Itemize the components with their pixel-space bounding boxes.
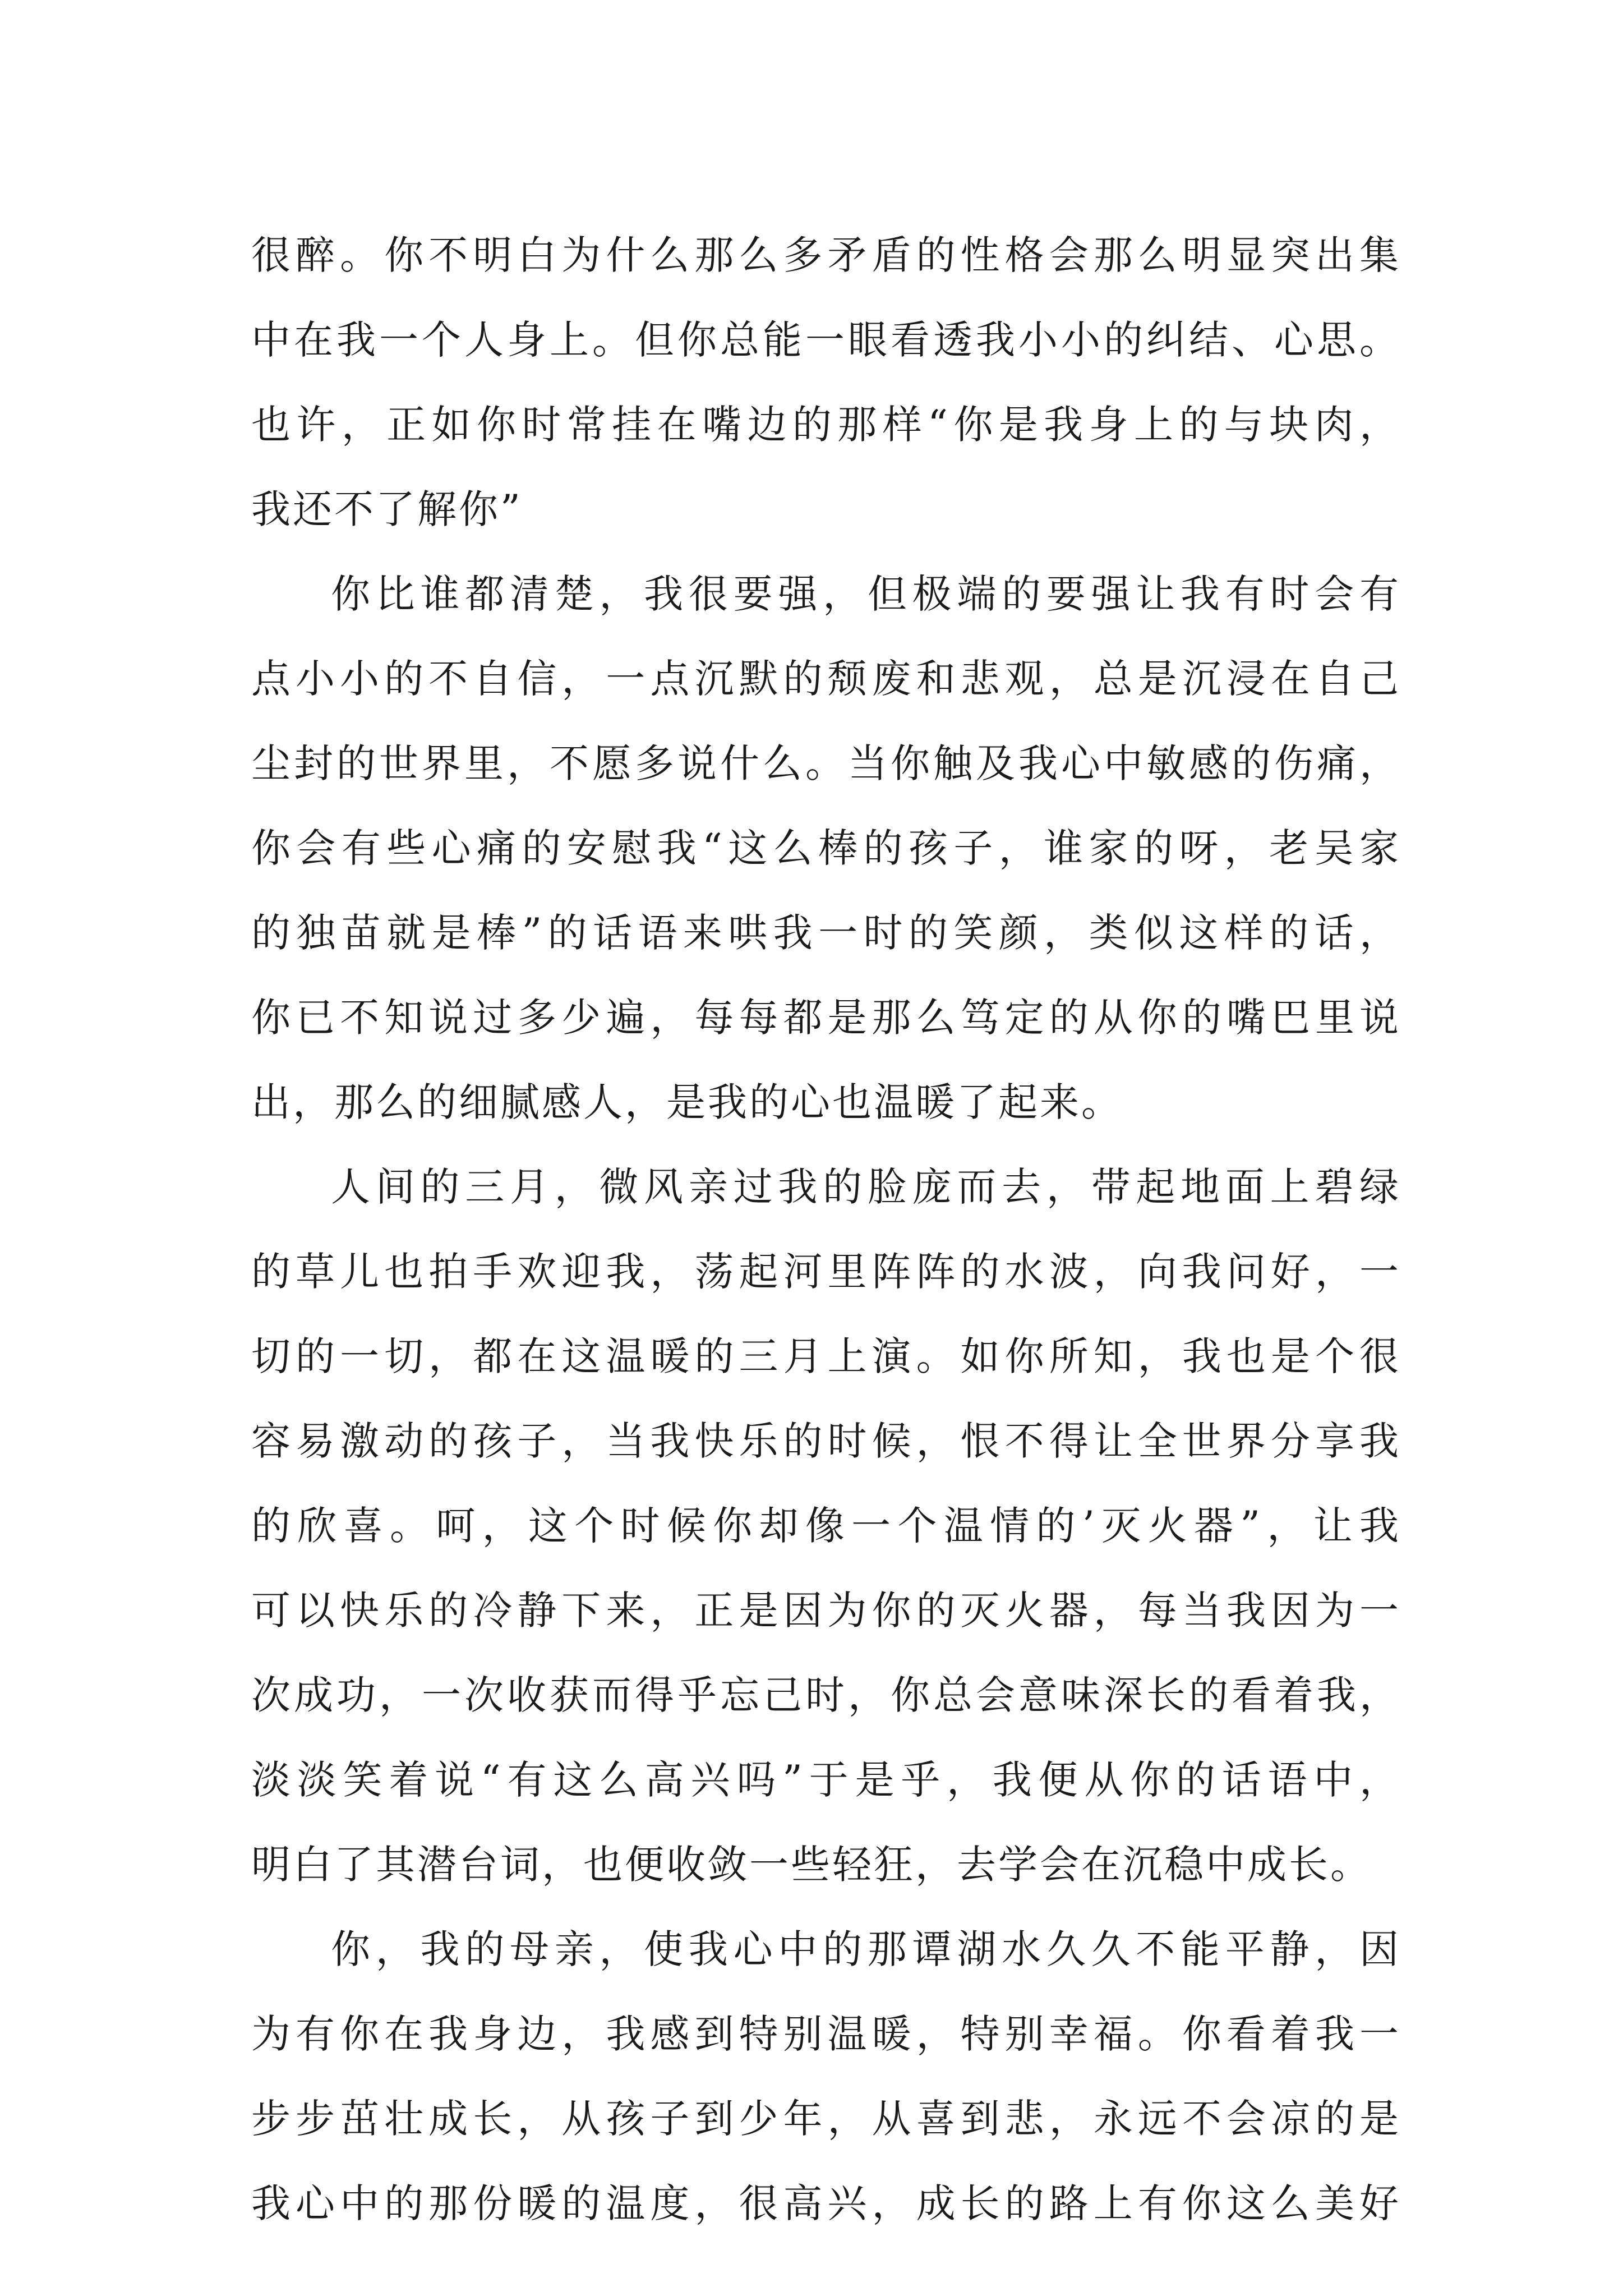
text-line: 你已不知说过多少遍，每每都是那么笃定的从你的嘴巴里说 [251, 995, 1401, 1041]
text-line: 容易激动的孩子，当我快乐的时候，恨不得让全世界分享我 [251, 1418, 1401, 1464]
text-line: 步步茁壮成长，从孩子到少年，从喜到悲，永远不会凉的是 [251, 2096, 1401, 2142]
text-line: 明白了其潜台词，也便收敛一些轻狂，去学会在沉稳中成长。 [251, 1842, 1372, 1888]
text-line: 你，我的母亲，使我心中的那谭湖水久久不能平静，因 [331, 1926, 1401, 1972]
text-line: 出，那么的细腻感人，是我的心也温暖了起来。 [251, 1079, 1123, 1125]
text-line: 也许，正如你时常挂在嘴边的那样“你是我身上的与块肉， [251, 402, 1401, 448]
text-line: 点小小的不自信，一点沉默的颓废和悲观，总是沉浸在自己 [251, 656, 1401, 702]
text-line: 切的一切，都在这温暖的三月上演。如你所知，我也是个很 [251, 1333, 1401, 1379]
text-line: 为有你在我身边，我感到特别温暖，特别幸福。你看着我一 [251, 2011, 1401, 2057]
text-line: 尘封的世界里，不愿多说什么。当你触及我心中敏感的伤痛， [251, 740, 1401, 786]
text-line: 我心中的那份暖的温度，很高兴，成长的路上有你这么美好 [251, 2180, 1401, 2226]
text-line: 你比谁都清楚，我很要强，但极端的要强让我有时会有 [331, 571, 1401, 617]
text-line: 很醉。你不明白为什么那么多矛盾的性格会那么明显突出集 [251, 232, 1401, 278]
text-line: 的独苗就是棒”的话语来哄我一时的笑颜，类似这样的话， [251, 910, 1401, 956]
text-line: 的草儿也拍手欢迎我，荡起河里阵阵的水波，向我问好，一 [251, 1249, 1401, 1295]
text-line: 可以快乐的冷静下来，正是因为你的灭火器，每当我因为一 [251, 1588, 1401, 1634]
text-line: 人间的三月，微风亲过我的脸庞而去，带起地面上碧绿 [331, 1164, 1401, 1210]
text-line: 你会有些心痛的安慰我“这么棒的孩子，谁家的呀，老吴家 [251, 825, 1401, 871]
text-line: 的欣喜。呵，这个时候你却像一个温情的’灭火器”，让我 [251, 1503, 1401, 1549]
text-line: 淡淡笑着说“有这么高兴吗”于是乎，我便从你的话语中， [251, 1757, 1401, 1803]
body-text [251, 213, 1401, 2246]
text-line: 中在我一个人身上。但你总能一眼看透我小小的纠结、心思。 [251, 317, 1401, 363]
text-line: 次成功，一次收获而得乎忘己时，你总会意味深长的看着我， [251, 1672, 1401, 1718]
text-line: 我还不了解你” [251, 486, 523, 532]
